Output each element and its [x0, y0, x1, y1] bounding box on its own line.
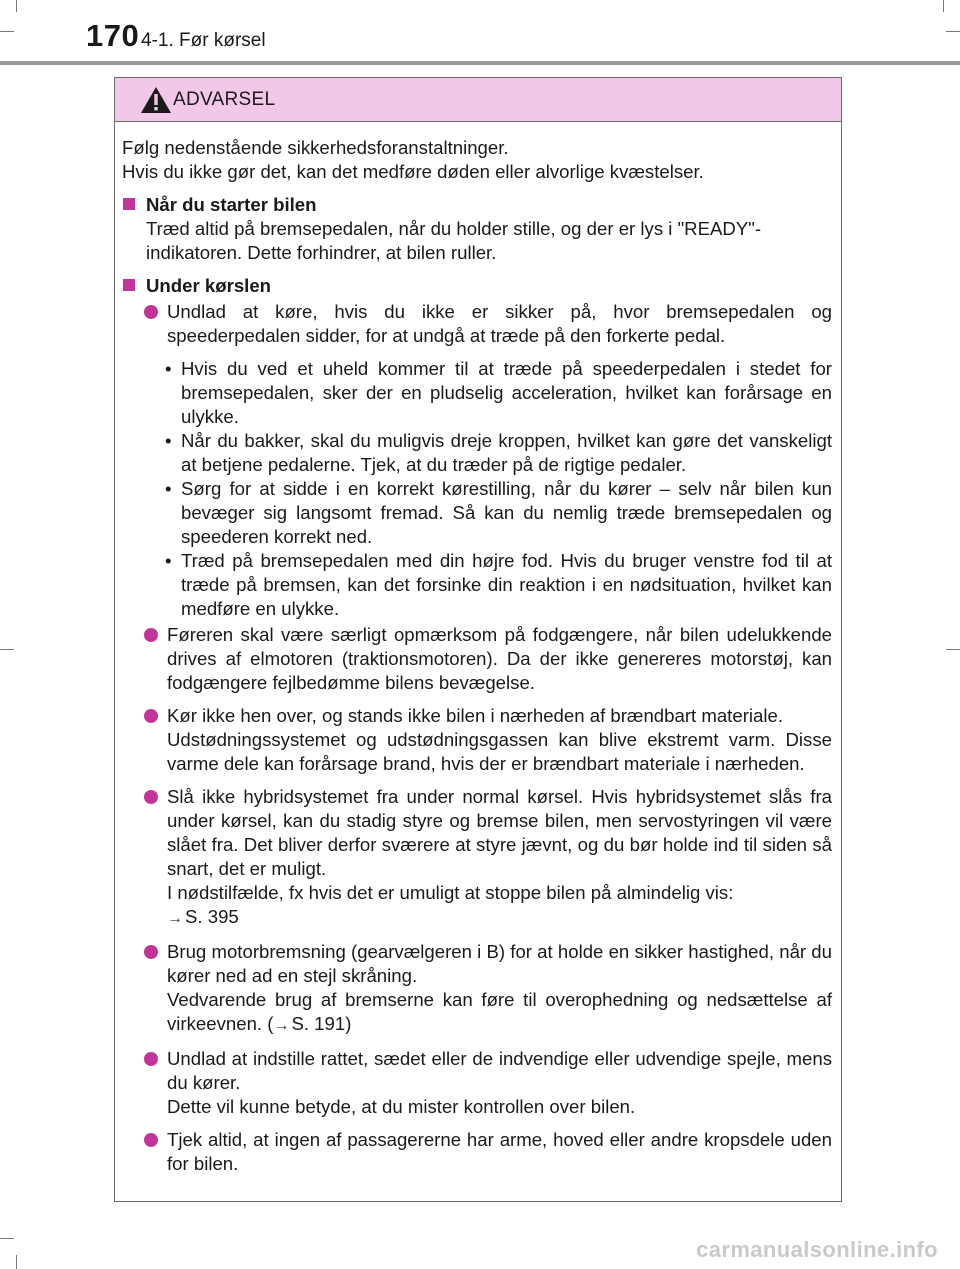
round-bullet-icon	[144, 945, 158, 959]
list-item: Tjek altid, at ingen af passagererne har arme, hoved eller andre kropsdele uden for bilen.	[122, 1128, 832, 1176]
sub-list-item: • Sørg for at sidde i en korrekt kørestilling, når du kører – selv når bilen kun bevæger sig langsomt fremad. Så kan du nemlig træde bremsepedalen og speederen korrekt ned.	[165, 478, 832, 547]
watermark: carmanualsonline.info	[696, 1237, 938, 1262]
crop-mark	[943, 0, 944, 12]
crop-mark	[0, 649, 14, 650]
round-bullet-icon	[144, 790, 158, 804]
sub-list	[122, 357, 832, 621]
section-title: 4-1. Før kørsel	[141, 30, 266, 51]
list-item: Undlad at køre, hvis du ikke er sikker på, hvor bremsepedalen og speederpedalen sidder, for at undgå at træde på den forkerte pedal.	[122, 300, 832, 348]
crop-mark	[16, 0, 17, 12]
round-bullet-icon	[144, 305, 158, 319]
list-item: Brug motorbremsning (gearvælgeren i B) for at holde en sikker hastighed, når du kører ned ad en stejl skråning. Vedvarende brug af bremserne kan føre til overophedning og nedsættelse af virkeevnen. (→ S. 191)	[122, 940, 832, 1038]
list-item: Slå ikke hybridsystemet fra under normal kørsel. Hvis hybridsystemet slås fra under kørsel, kan du stadig styre og bremse bilen, men servostyringen vil være slået fra. Det bliver derfor sværere at styre jævnt, og du bør holde ind til siden så snart, det er muligt. I nødstilfælde, fx hvis det er umuligt at stoppe bilen på almindelig vis: → S. 395	[122, 785, 832, 931]
warning-box	[114, 77, 842, 1202]
page-number: 170	[86, 18, 140, 53]
round-bullet-icon	[144, 1133, 158, 1147]
crop-mark	[946, 649, 960, 650]
round-bullet-icon	[144, 628, 158, 642]
sub-list-item: • Træd på bremsepedalen med din højre fod. Hvis du bruger venstre fod til at træde på bremsen, kan det forsinke din reaktion i en nødsituation, hvilket kan medføre en ulykke.	[165, 550, 832, 619]
warning-content	[122, 136, 832, 1176]
page-reference: S. 191	[291, 1013, 346, 1034]
sub-list-item: • Hvis du ved et uheld kommer til at træde på speederpedalen i stedet for bremsepedalen, sker der en pludselig acceleration, hvilket kan forårsage en ulykke.	[165, 358, 832, 427]
crop-mark	[946, 31, 960, 32]
crop-mark	[16, 1255, 17, 1269]
header-rule	[0, 61, 960, 65]
page-reference: S. 395	[185, 906, 239, 927]
intro-line: Følg nedenstående sikkerhedsforanstaltninger.	[122, 137, 509, 158]
paragraph-starting: Træd altid på bremsepedalen, når du holder stille, og der er lys i "READY"-indikatoren. Dette forhindrer, at bilen ruller.	[146, 218, 762, 263]
square-bullet-icon	[123, 198, 135, 210]
round-bullet-icon	[144, 709, 158, 723]
round-bullet-icon	[144, 1052, 158, 1066]
crop-mark	[0, 1238, 14, 1239]
square-bullet-icon	[123, 279, 135, 291]
subheading-driving: Under kørslen	[122, 274, 832, 298]
arrow-right-icon: →	[167, 910, 183, 927]
sub-list-item: • Når du bakker, skal du muligvis dreje kroppen, hvilket kan gøre det vanskeligt at betjene pedalerne. Tjek, at du træder på de rigtige pedaler.	[165, 430, 832, 475]
warning-header	[115, 78, 841, 122]
arrow-right-icon: →	[273, 1017, 290, 1034]
warning-title: ADVARSEL	[173, 89, 276, 110]
intro-line: Hvis du ikke gør det, kan det medføre døden eller alvorlige kvæstelser.	[122, 161, 704, 182]
warning-triangle-icon	[140, 86, 172, 114]
crop-mark	[0, 31, 14, 32]
list-item: Undlad at indstille rattet, sædet eller de indvendige eller udvendige spejle, mens du kører. Dette vil kunne betyde, at du mister kontrollen over bilen.	[122, 1047, 832, 1119]
list-item: Føreren skal være særligt opmærksom på fodgængere, når bilen udelukkende drives af elmotoren (traktionsmotoren). Da der ikke genereres motorstøj, kan fodgængere fejlbedømme bilens bevægelse.	[122, 623, 832, 695]
list-item: Kør ikke hen over, og stands ikke bilen i nærheden af brændbart materiale. Udstødningssystemet og udstødningsgassen kan blive ekstremt varm. Disse varme dele kan forårsage brand, hvis der er brændbart materiale i nærheden.	[122, 704, 832, 776]
subheading-starting: Når du starter bilen	[122, 193, 832, 217]
